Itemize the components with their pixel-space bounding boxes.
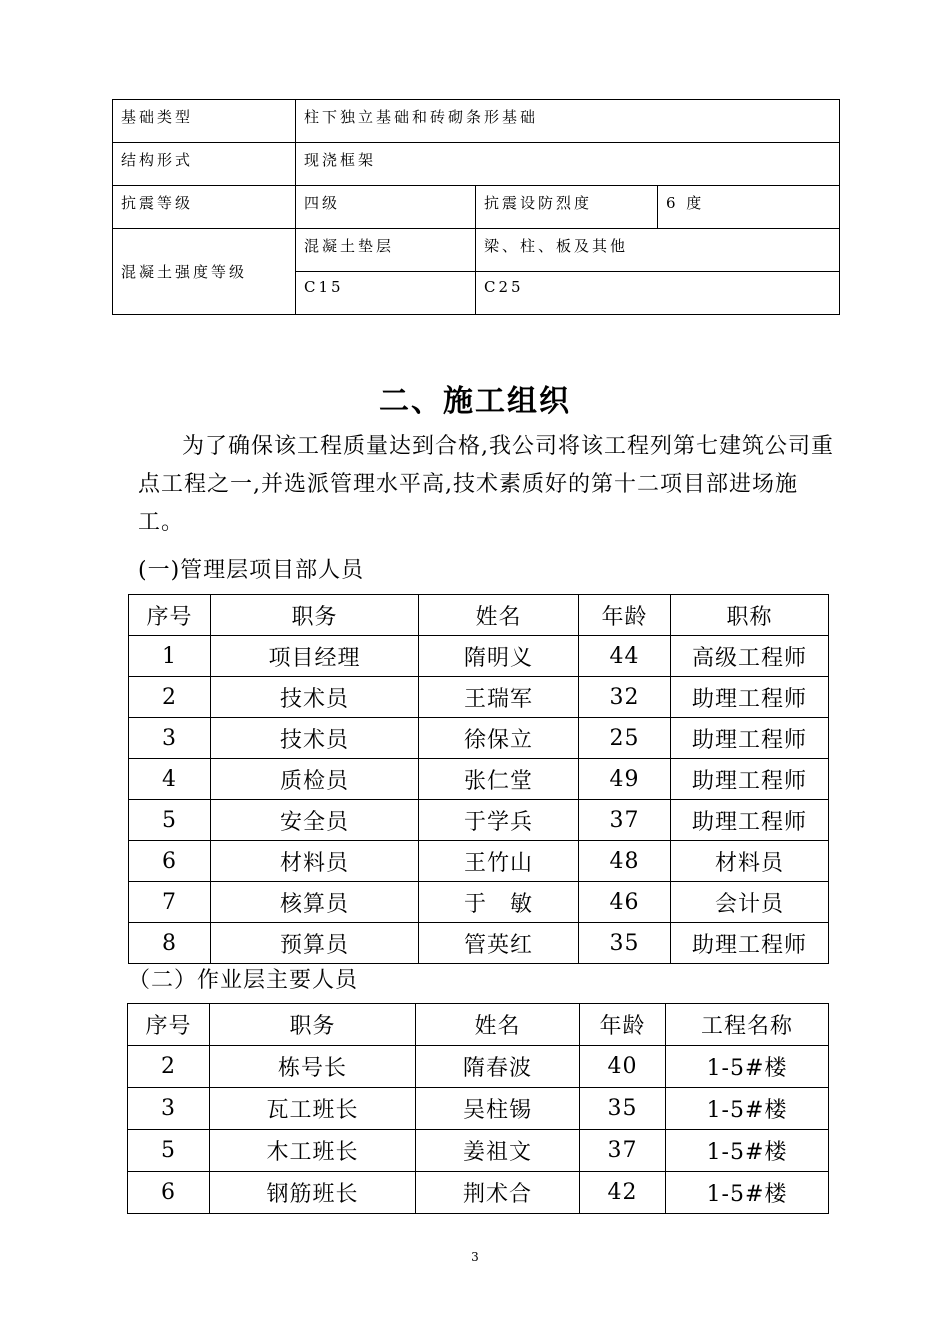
table-cell: 助理工程师 xyxy=(671,759,829,800)
seismic-grade-value: 四级 xyxy=(296,186,476,229)
header-cell: 年龄 xyxy=(579,595,671,636)
header-cell: 姓名 xyxy=(419,595,579,636)
section-title: 二、施工组织 xyxy=(379,384,571,419)
table-cell: 5 xyxy=(128,1130,210,1172)
table-cell: 助理工程师 xyxy=(671,718,829,759)
table-cell: 1-5#楼 xyxy=(666,1172,829,1214)
seismic-grade-label: 抗震等级 xyxy=(113,186,296,229)
seismic-intensity-label: 抗震设防烈度 xyxy=(476,186,658,229)
table-cell: 于学兵 xyxy=(419,800,579,841)
concrete-others-label: 梁、柱、板及其他 xyxy=(476,229,840,272)
table-cell: 49 xyxy=(579,759,671,800)
table-cell: 材料员 xyxy=(211,841,419,882)
table-row xyxy=(129,923,829,964)
table-cell: 荆术合 xyxy=(416,1172,580,1214)
table-cell: 42 xyxy=(580,1172,666,1214)
table-row xyxy=(128,1046,829,1088)
table-cell: 材料员 xyxy=(671,841,829,882)
table-cell: 隋明义 xyxy=(419,636,579,677)
table-cell: 会计员 xyxy=(671,882,829,923)
table-cell: 1 xyxy=(129,636,211,677)
header-cell: 职务 xyxy=(211,595,419,636)
table-cell: 高级工程师 xyxy=(671,636,829,677)
table-cell: 37 xyxy=(580,1130,666,1172)
table-cell: 质检员 xyxy=(211,759,419,800)
foundation-type-value: 柱下独立基础和砖砌条形基础 xyxy=(296,100,840,143)
header-cell: 序号 xyxy=(128,1004,210,1046)
project-info-table xyxy=(112,99,840,315)
table-cell: 1-5#楼 xyxy=(666,1046,829,1088)
table-cell: 于 敏 xyxy=(419,882,579,923)
table-cell: 钢筋班长 xyxy=(210,1172,416,1214)
table-cell: 助理工程师 xyxy=(671,923,829,964)
table-cell: 2 xyxy=(128,1046,210,1088)
concrete-others-value: C25 xyxy=(476,272,840,315)
table-cell: 2 xyxy=(129,677,211,718)
table-cell: 吴柱锡 xyxy=(416,1088,580,1130)
structure-form-label: 结构形式 xyxy=(113,143,296,186)
table-cell: 6 xyxy=(129,841,211,882)
management-title: (一)管理层项目部人员 xyxy=(138,558,365,583)
table-row xyxy=(129,841,829,882)
table-cell: 徐保立 xyxy=(419,718,579,759)
table-cell: 姜祖文 xyxy=(416,1130,580,1172)
table-cell: 技术员 xyxy=(211,718,419,759)
intro-paragraph xyxy=(138,428,838,542)
foundation-type-label: 基础类型 xyxy=(113,100,296,143)
table-cell: 木工班长 xyxy=(210,1130,416,1172)
table-cell: 35 xyxy=(580,1088,666,1130)
table-cell: 王瑞军 xyxy=(419,677,579,718)
table-header-row xyxy=(129,595,829,636)
header-cell: 职务 xyxy=(210,1004,416,1046)
management-table xyxy=(128,594,829,964)
table-cell: 6 xyxy=(128,1172,210,1214)
table-cell: 44 xyxy=(579,636,671,677)
table-row xyxy=(129,636,829,677)
table-cell: 管英红 xyxy=(419,923,579,964)
table-cell: 1-5#楼 xyxy=(666,1088,829,1130)
table-cell: 安全员 xyxy=(211,800,419,841)
header-cell: 年龄 xyxy=(580,1004,666,1046)
structure-form-value: 现浇框架 xyxy=(296,143,840,186)
header-cell: 姓名 xyxy=(416,1004,580,1046)
table-cell: 助理工程师 xyxy=(671,677,829,718)
table-cell: 37 xyxy=(579,800,671,841)
table-cell: 3 xyxy=(128,1088,210,1130)
table-cell: 张仁堂 xyxy=(419,759,579,800)
concrete-cushion-label: 混凝土垫层 xyxy=(296,229,476,272)
table-cell: 隋春波 xyxy=(416,1046,580,1088)
table-cell: 40 xyxy=(580,1046,666,1088)
table-row xyxy=(128,1088,829,1130)
workers-title: （二）作业层主要人员 xyxy=(128,968,359,993)
table-cell: 栋号长 xyxy=(210,1046,416,1088)
table-cell: 预算员 xyxy=(211,923,419,964)
table-row xyxy=(129,800,829,841)
table-cell: 王竹山 xyxy=(419,841,579,882)
table-cell: 4 xyxy=(129,759,211,800)
table-cell: 瓦工班长 xyxy=(210,1088,416,1130)
concrete-grade-label: 混凝土强度等级 xyxy=(113,229,296,315)
page-number: 3 xyxy=(471,1250,479,1264)
table-row xyxy=(128,1172,829,1214)
table-cell: 5 xyxy=(129,800,211,841)
header-cell: 职称 xyxy=(671,595,829,636)
workers-table xyxy=(127,1003,829,1214)
table-row xyxy=(129,718,829,759)
seismic-intensity-value: 6 度 xyxy=(658,186,840,229)
table-row xyxy=(129,759,829,800)
table-cell: 8 xyxy=(129,923,211,964)
table-cell: 32 xyxy=(579,677,671,718)
table-cell: 核算员 xyxy=(211,882,419,923)
intro-text: 为了确保该工程质量达到合格,我公司将该工程列第七建筑公司重点工程之一,并选派管理水平高,技术素质好的第十二项目部进场施工。 xyxy=(138,434,834,535)
table-cell: 3 xyxy=(129,718,211,759)
table-cell: 46 xyxy=(579,882,671,923)
table-cell: 1-5#楼 xyxy=(666,1130,829,1172)
table-cell: 35 xyxy=(579,923,671,964)
concrete-cushion-value: C15 xyxy=(296,272,476,315)
table-cell: 25 xyxy=(579,718,671,759)
table-cell: 48 xyxy=(579,841,671,882)
table-row xyxy=(128,1130,829,1172)
table-cell: 助理工程师 xyxy=(671,800,829,841)
table-row xyxy=(129,882,829,923)
table-cell: 7 xyxy=(129,882,211,923)
table-row xyxy=(129,677,829,718)
table-cell: 技术员 xyxy=(211,677,419,718)
table-header-row xyxy=(128,1004,829,1046)
header-cell: 工程名称 xyxy=(666,1004,829,1046)
header-cell: 序号 xyxy=(129,595,211,636)
table-cell: 项目经理 xyxy=(211,636,419,677)
